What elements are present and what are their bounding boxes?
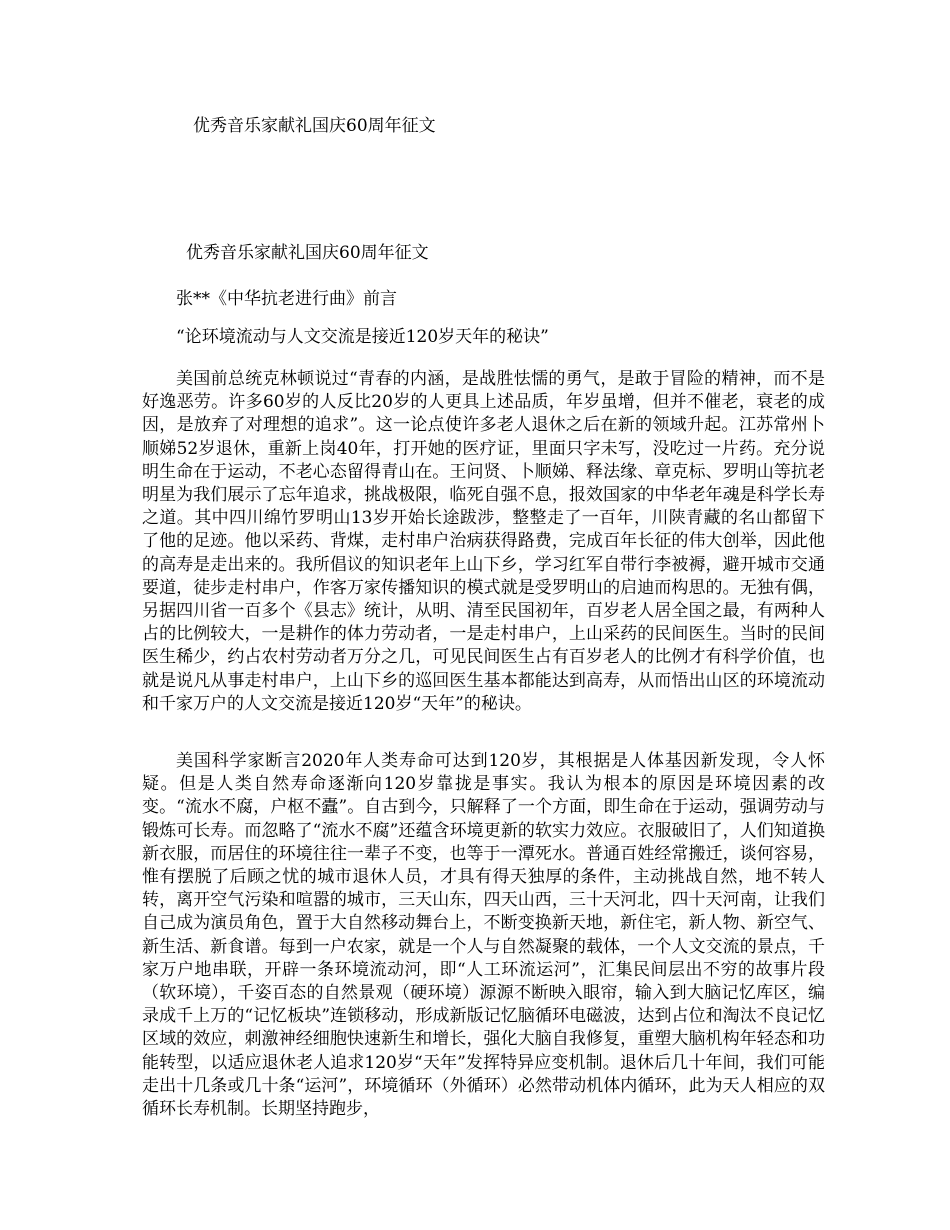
article-title: 优秀音乐家献礼国庆60周年征文 [186, 243, 429, 263]
author-line: 张**《中华抗老进行曲》前言 [176, 289, 397, 309]
body-paragraph-2: 美国科学家断言2020年人类寿命可达到120岁，其根据是人体基因新发现，令人怀疑。但是人类自然寿命逐渐向120岁靠拢是事实。我认为根本的原因是环境因素的改变。“流水不腐，户枢不蠹”。自古到今，只解释了一个方面，即生命在于运动，强调劳动与锻炼可长寿。而忽略了“流水不腐”还蕴含环境更新的软实力效应。衣服破旧了，人们知道换新衣服，而居住的环境往往一辈子不变，也等于一潭死水。普通百姓经常搬迁，谈何容易，惟有摆脱了后顾之忧的城市退休人员，才具有得天独厚的条件，主动挑战自然，地不转人转，离开空气污染和喧嚣的城市，三天山东，四天山西，三十天河北，四十天河南，让我们自己成为演员角色，置于大自然移动舞台上，不断变换新天地，新住宅，新人物、新空气、新生活、新食谱。每到一户农家，就是一个人与自然凝聚的载体，一个人文交流的景点，千家万户地串联，开辟一条环境流动河，即“人工环流运河”，汇集民间层出不穷的故事片段（软环境），千姿百态的自然景观（硬环境）源源不断映入眼帘，输入到大脑记忆库区，编录成千上万的“记忆板块”连锁移动，形成新版记忆脑循环电磁波，达到占位和淘汰不良记忆区域的效应，刺激神经细胞快速新生和增长，强化大脑自我修复，重塑大脑机构年轻态和功能转型，以适应退休老人追求120岁“天年”发挥特异应变机制。退休后几十年间，我们可能走出十几条或几十条“运河”，环境循环（外循环）必然带动机体内循环，此为天人相应的双循环长寿机制。长期坚持跑步， [142, 751, 825, 1120]
document-title: 优秀音乐家献礼国庆60周年征文 [193, 116, 436, 136]
body-paragraph-1: 美国前总统克林顿说过“青春的内涵，是战胜怯懦的勇气，是敢于冒险的精神，而不是好逸恶劳。许多60岁的人反比20岁的人更具上述品质，年岁虽增，但并不催老，衰老的成因，是放弃了对理想的追求”。这一论点使许多老人退休之后在新的领域升起。江苏常州卜顺娣52岁退休，重新上岗40年，打开她的医疗证，里面只字未写，没吃过一片药。充分说明生命在于运动，不老心态留得青山在。王问贤、卜顺娣、释法缘、章克标、罗明山等抗老明星为我们展示了忘年追求，挑战极限，临死自强不息，报效国家的中华老年魂是科学长寿之道。其中四川绵竹罗明山13岁开始长途跋涉，整整走了一百年，川陕青藏的名山都留下了他的足迹。他以采药、背煤，走村串户治病获得路费，完成百年长征的伟大创举，因此他的高寿是走出来的。我所倡议的知识老年上山下乡，学习红军自带行李被褥，避开城市交通要道，徒步走村串户，作客万家传播知识的模式就是受罗明山的启迪而构思的。无独有偶，另据四川省一百多个《县志》统计，从明、清至民国初年，百岁老人居全国之最，有两种人占的比例较大，一是耕作的体力劳动者，一是走村串户，上山采药的民间医生。当时的民间医生稀少，约占农村劳动者万分之几，可见民间医生占有百岁老人的比例才有科学价值，也就是说凡从事走村串户，上山下乡的巡回医生基本都能达到高寿，从而悟出山区的环境流动和千家万户的人文交流是接近120岁“天年”的秘诀。 [142, 369, 825, 714]
article-quote-title: “论环境流动与人文交流是接近120岁天年的秘诀” [176, 327, 549, 347]
